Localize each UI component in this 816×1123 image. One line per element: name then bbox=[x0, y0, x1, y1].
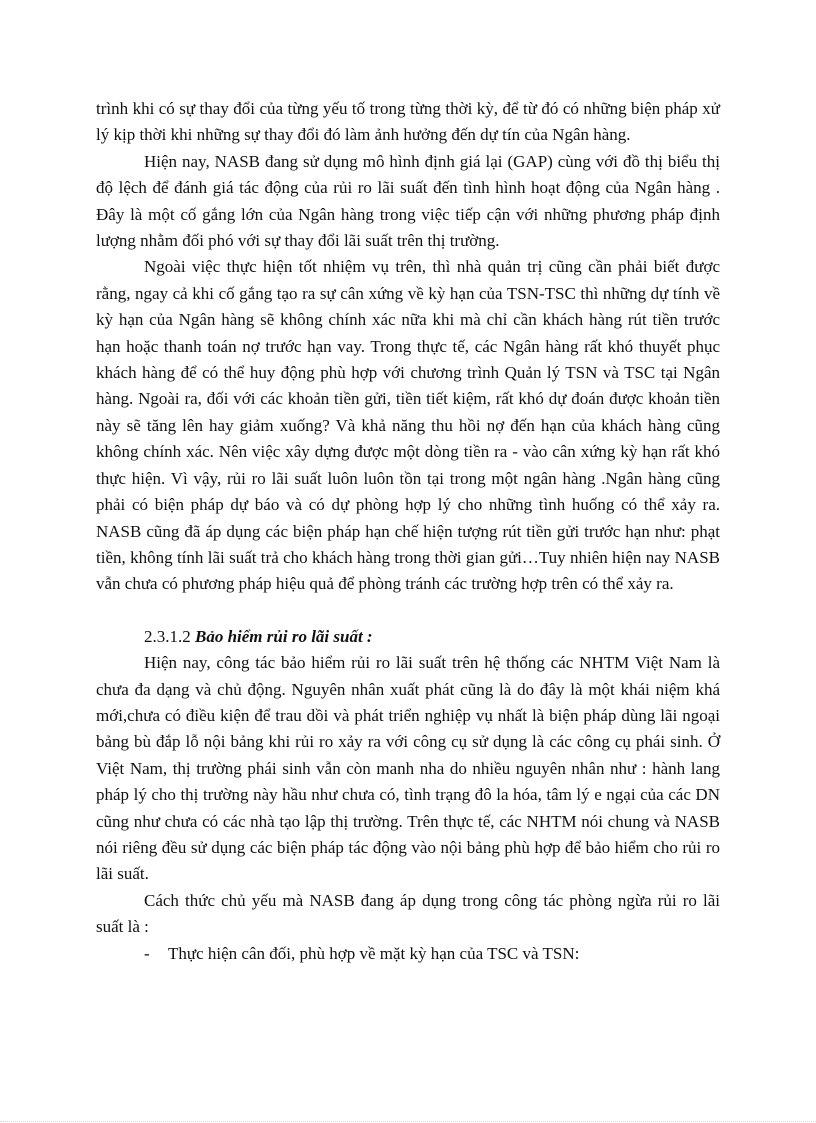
section-spacer bbox=[96, 598, 720, 624]
page-bottom-divider bbox=[0, 1121, 816, 1122]
paragraph-interest-insurance: Hiện nay, công tác bảo hiểm rủi ro lãi suất trên hệ thống các NHTM Việt Nam là chưa đa dạng và chủ động. Nguyên nhân xuất phát cũng là do đây là một khái niệm khá mới,chưa có điều kiện để trau dồi và phát triển nghiệp vụ nhất là biện pháp dùng lãi ngoại bảng bù đắp lỗ nội bảng khi rủi ro xảy ra với công cụ sử dụng là các công cụ phái sinh. Ở Việt Nam, thị trường phái sinh vẫn còn manh nha do nhiều nguyên nhân như : hành lang pháp lý cho thị trường này hầu như chưa có, tình trạng đô la hóa, tâm lý e ngại của các DN cũng như chưa có các nhà tạo lập thị trường. Trên thực tế, các NHTM nói chung và NASB nói riêng đều sử dụng các biện pháp tác động vào nội bảng phù hợp để bảo hiểm cho rủi ro lãi suất. bbox=[96, 653, 720, 884]
paragraph-maturity-matching: Ngoài việc thực hiện tốt nhiệm vụ trên, thì nhà quản trị cũng cần phải biết được rằng, ngay cả khi cố gắng tạo ra sự cân xứng về kỳ hạn của TSN-TSC thì những dự tính về kỳ hạn của Ngân hàng sẽ không chính xác nữa khi mà chỉ cần khách hàng rút tiền trước hạn hoặc thanh toán nợ trước hạn vay. Trong thực tế, các Ngân hàng rất khó thuyết phục khách hàng để có thể huy động phù hợp với chương trình Quản lý TSN và TSC tại Ngân hàng. Ngoài ra, đối với các khoản tiền gửi, tiền tiết kiệm, rất khó dự đoán được khoản tiền này sẽ tăng lên hay giảm xuống? Và khả năng thu hồi nợ đến hạn của khách hàng cũng không chính xác. Nên việc xây dựng được một dòng tiền ra - vào cân xứng kỳ hạn rất khó thực hiện. Vì vậy, rủi ro lãi suất luôn luôn tồn tại trong một ngân hàng .Ngân hàng cũng phải có biện pháp dự báo và có dự phòng hợp lý cho những tình huống có thể xảy ra. NASB cũng đã áp dụng các biện pháp hạn chế hiện tượng rút tiền gửi trước hạn như: phạt tiền, không tính lãi suất trả cho khách hàng trong thời gian gửi…Tuy nhiên hiện nay NASB vẫn chưa có phương pháp hiệu quả để phòng tránh các trường hợp trên có thể xảy ra. bbox=[96, 257, 720, 594]
list-item bbox=[96, 941, 720, 967]
list-item-text: Thực hiện cân đối, phù hợp về mặt kỳ hạn của TSC và TSN: bbox=[168, 943, 580, 963]
section-title: Bảo hiểm rủi ro lãi suất : bbox=[195, 626, 373, 646]
section-number: 2.3.1.2 bbox=[144, 626, 191, 646]
document-page bbox=[96, 96, 720, 967]
section-heading bbox=[96, 624, 720, 650]
bullet-dash: - bbox=[144, 943, 150, 963]
paragraph-methods-intro: Cách thức chủ yếu mà NASB đang áp dụng trong công tác phòng ngừa rủi ro lãi suất là : bbox=[96, 890, 720, 937]
paragraph-gap-model: Hiện nay, NASB đang sử dụng mô hình định giá lại (GAP) cùng với đồ thị biểu thị độ lệch để đánh giá tác động của rủi ro lãi suất đến tình hình hoạt động của Ngân hàng . Đây là một cố gắng lớn của Ngân hàng trong việc tiếp cận với những phương pháp định lượng nhằm đối phó với sự thay đổi lãi suất trên thị trường. bbox=[96, 151, 720, 251]
paragraph-continuation: trình khi có sự thay đổi của từng yếu tố trong từng thời kỳ, để từ đó có những biện pháp xử lý kịp thời khi những sự thay đổi đó làm ảnh hưởng đến dự tín của Ngân hàng. bbox=[96, 99, 720, 145]
